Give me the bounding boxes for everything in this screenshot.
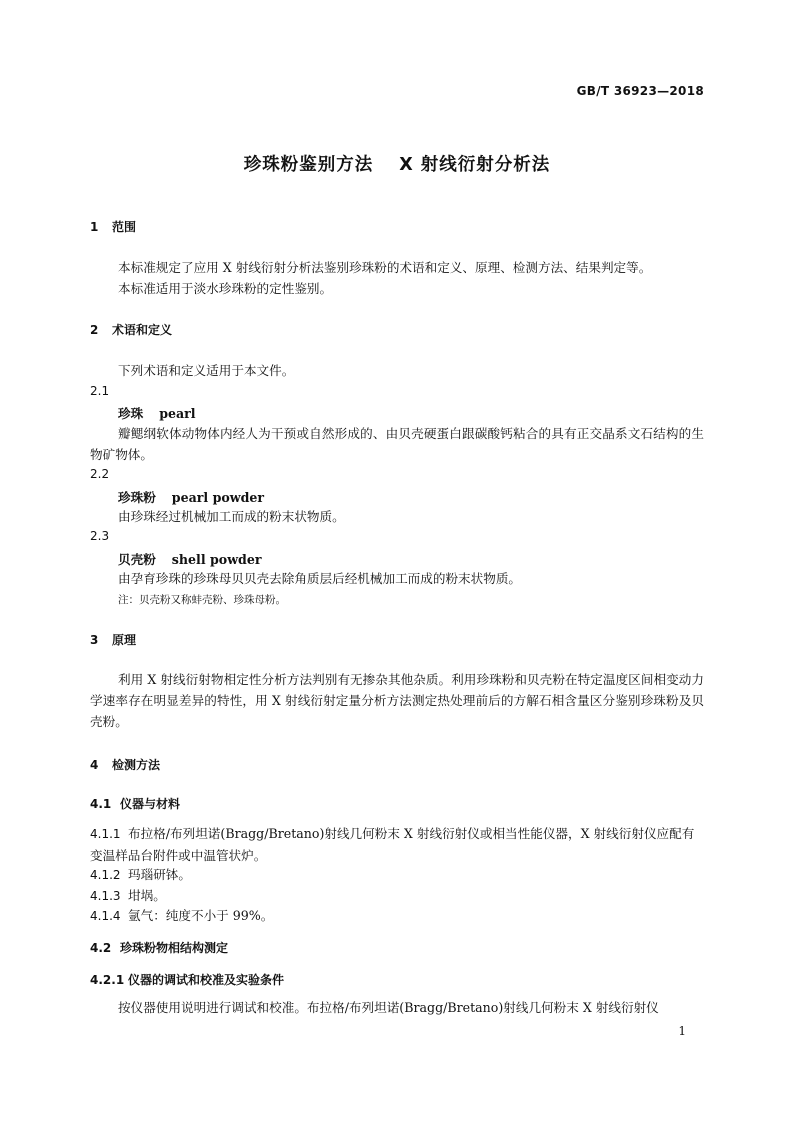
term-en: pearl <box>159 406 196 421</box>
term-note: 注：贝壳粉又称蚌壳粉、珍珠母粉。 <box>118 594 286 606</box>
clause-number: 4.1.1 <box>90 827 121 841</box>
clause-number: 4.1.3 <box>90 889 121 903</box>
section-1-heading <box>90 218 136 235</box>
term-number-2-3: 2.3 <box>90 529 110 543</box>
clause-text: 布拉格/布列坦诺(Bragg/Bretano)射线几何粉末 X 射线衍射仪或相当性能仪器，X 射线衍射仪应配有变温样品台附件或中温管状炉。 <box>90 826 695 863</box>
clause-4-1-3 <box>90 885 704 907</box>
page-number: 1 <box>678 1024 686 1038</box>
term-number-2-2: 2.2 <box>90 467 110 481</box>
title-part-2: X 射线衍射分析法 <box>399 155 551 175</box>
subsection-number: 4.1 <box>90 797 112 811</box>
section-2-heading <box>90 321 172 338</box>
clause-number: 4.1.4 <box>90 909 121 923</box>
section-title: 范围 <box>112 220 137 234</box>
term-pearl <box>118 403 196 422</box>
section-number: 3 <box>90 633 99 647</box>
term-zh: 珍珠粉 <box>118 490 156 505</box>
term-number-2-1: 2.1 <box>90 384 110 398</box>
subsection-title: 珍珠粉物相结构测定 <box>120 941 229 955</box>
section-title: 术语和定义 <box>112 323 173 337</box>
term-zh: 贝壳粉 <box>118 552 156 567</box>
section-4-heading <box>90 756 160 773</box>
subsection-4-2-1-heading <box>90 971 284 988</box>
clause-4-1-2 <box>90 864 704 886</box>
term-en: shell powder <box>171 552 262 567</box>
clause-text: 坩埚。 <box>128 888 166 903</box>
term-pearl-powder-definition: 由珍珠经过机械加工而成的粉末状物质。 <box>118 509 345 524</box>
section-number: 2 <box>90 323 99 337</box>
subsection-title: 仪器与材料 <box>120 797 181 811</box>
section-number: 1 <box>90 220 99 234</box>
term-shell-powder <box>118 549 262 568</box>
principle-paragraph: 利用 X 射线衍射物相定性分析方法判别有无掺杂其他杂质。利用珍珠粉和贝壳粉在特定温度区间相变动力学速率存在明显差异的特性，用 X 射线衍射定量分析方法测定热处理前后的方解石相含量区分鉴别珍珠粉及贝壳粉。 <box>90 672 704 729</box>
standard-number: GB/T 36923—2018 <box>576 84 704 98</box>
calibration-paragraph: 按仪器使用说明进行调试和校准。布拉格/布列坦诺(Bragg/Bretano)射线几何粉末 X 射线衍射仪 <box>118 1000 659 1015</box>
section-number: 4 <box>90 758 99 772</box>
terms-intro: 下列术语和定义适用于本文件。 <box>118 363 295 378</box>
title-part-1: 珍珠粉鉴别方法 <box>243 155 374 175</box>
subsection-4-2-heading <box>90 939 228 956</box>
subsection-number: 4.2.1 <box>90 973 125 987</box>
subsection-number: 4.2 <box>90 941 112 955</box>
scope-paragraph-1: 本标准规定了应用 X 射线衍射分析法鉴别珍珠粉的术语和定义、原理、检测方法、结果判定等。 <box>118 260 652 275</box>
term-en: pearl powder <box>171 490 265 505</box>
clause-text: 玛瑙研钵。 <box>128 867 191 882</box>
section-title: 检测方法 <box>112 758 161 772</box>
clause-4-1-4 <box>90 905 704 927</box>
term-pearl-definition: 瓣鳃纲软体动物体内经人为干预或自然形成的、由贝壳硬蛋白跟碳酸钙粘合的具有正交晶系文石结构的生物矿物体。 <box>90 426 704 462</box>
term-pearl-powder <box>118 487 264 506</box>
term-shell-powder-definition: 由孕育珍珠的珍珠母贝贝壳去除角质层后经机械加工而成的粉末状物质。 <box>118 571 521 586</box>
section-3-heading <box>90 631 136 648</box>
scope-paragraph-2: 本标准适用于淡水珍珠粉的定性鉴别。 <box>118 281 333 296</box>
term-zh: 珍珠 <box>118 406 144 421</box>
clause-4-1-1 <box>90 823 704 866</box>
clause-text: 氩气：纯度不小于 99%。 <box>128 908 274 923</box>
subsection-4-1-heading <box>90 795 180 812</box>
subsection-title: 仪器的调试和校准及实验条件 <box>128 973 285 987</box>
section-title: 原理 <box>112 633 137 647</box>
clause-number: 4.1.2 <box>90 868 121 882</box>
document-title <box>0 151 794 176</box>
